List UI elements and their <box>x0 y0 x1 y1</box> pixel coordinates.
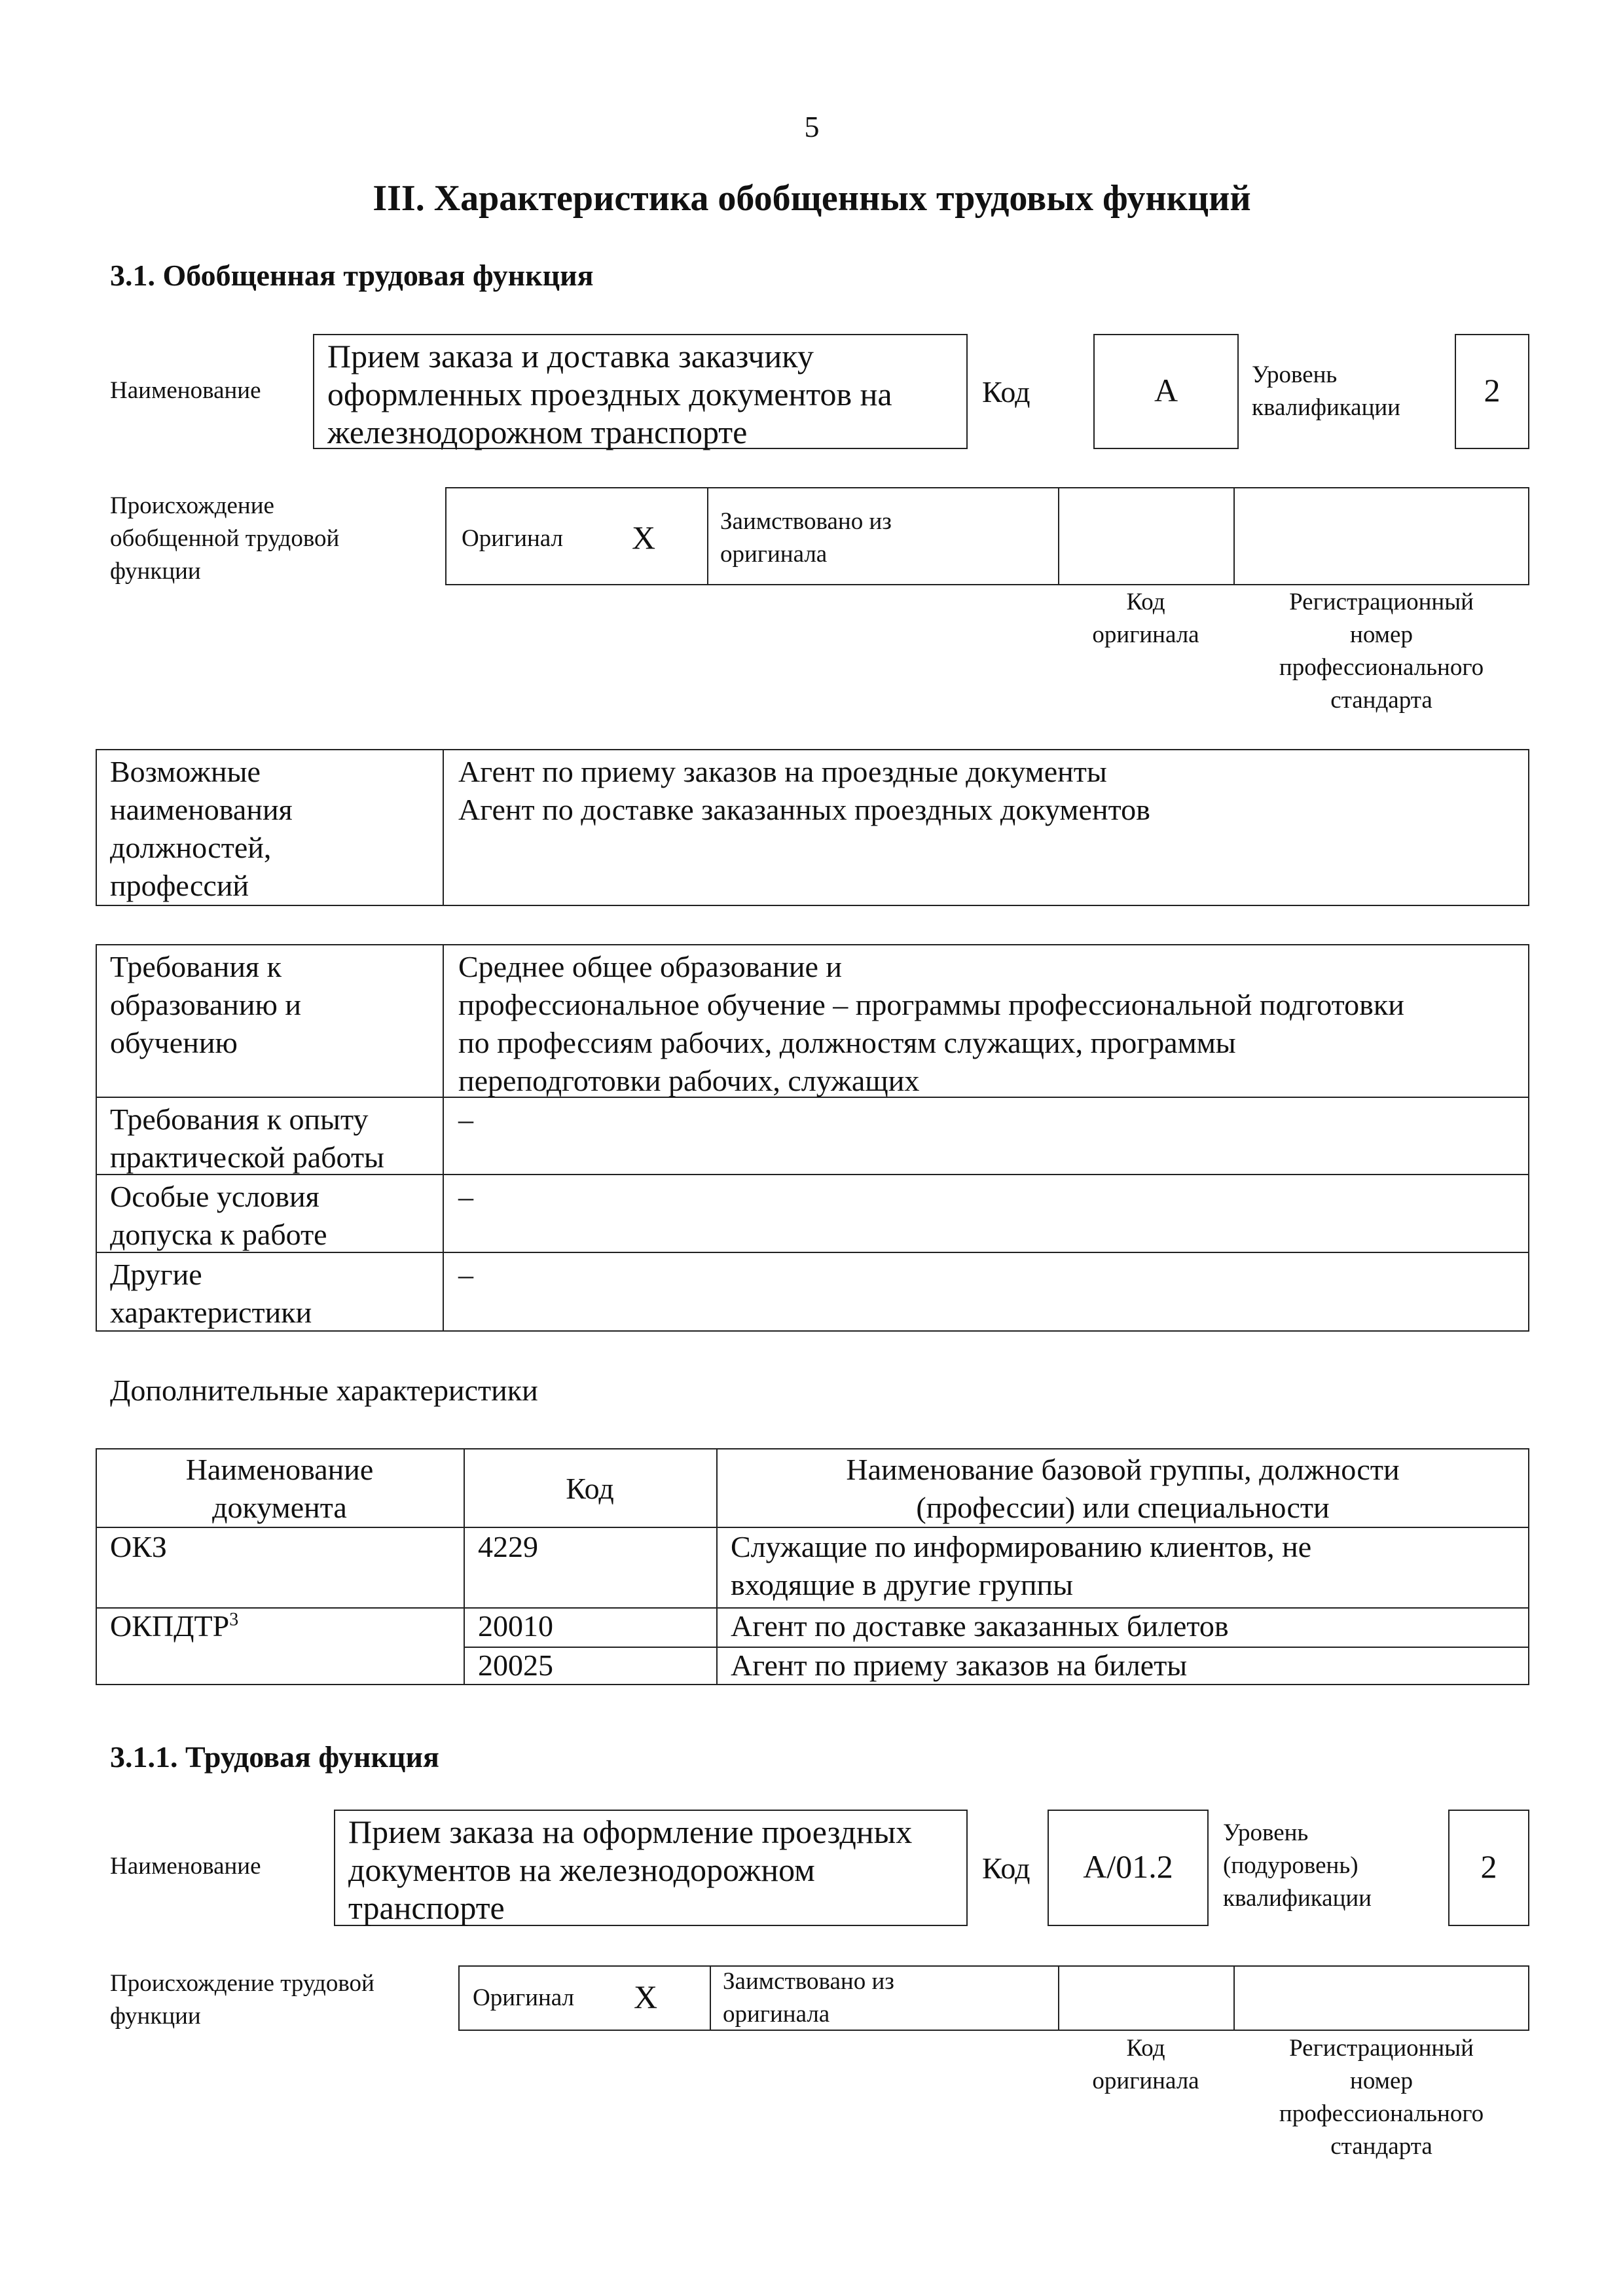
tf-level-value: 2 <box>1480 1848 1497 1885</box>
req-admission-label: Особые условия допуска к работе <box>110 1180 327 1251</box>
okpdtr-name-1: Агент по доставке заказанных билетов <box>731 1609 1229 1643</box>
okz-code: 4229 <box>478 1530 538 1563</box>
req-other-value: – <box>458 1258 473 1291</box>
gtf-original-mark: X <box>632 519 656 556</box>
gtf-code-label: Код <box>982 375 1030 409</box>
okz-doc: ОКЗ <box>110 1530 167 1563</box>
okpdtr-name-2: Агент по приему заказов на билеты <box>731 1649 1188 1682</box>
gtf-reg-number-caption: Регистрационный номер профессионального стандарта <box>1279 589 1484 714</box>
tf-reg-number-caption: Регистрационный номер профессионального стандарта <box>1279 2035 1484 2160</box>
page-number: 5 <box>804 110 820 143</box>
okz-name: Служащие по информированию клиентов, не входящие в другие группы <box>731 1530 1312 1601</box>
okpdtr-code-1: 20010 <box>478 1609 553 1643</box>
tf-code-original-caption: Код оригинала <box>1092 2035 1199 2094</box>
additional-heading: Дополнительные характеристики <box>110 1374 538 1407</box>
gtf-origin-table <box>445 487 1529 585</box>
tf-level-label: Уровень (подуровень) квалификации <box>1223 1819 1372 1912</box>
tf-code-label: Код <box>982 1851 1030 1885</box>
req-admission-value: – <box>458 1180 473 1213</box>
okpdtr-doc-text: ОКПДТР <box>110 1609 230 1643</box>
gtf-code-original-caption: Код оригинала <box>1092 589 1199 648</box>
okpdtr-code-2: 20025 <box>478 1649 553 1682</box>
positions-label: Возможные наименования должностей, профессий <box>110 755 293 902</box>
tf-origin-table <box>458 1965 1529 2031</box>
tf-name-label: Наименование <box>110 1853 261 1880</box>
req-experience-value: – <box>458 1102 473 1136</box>
okpdtr-footnote: 3 <box>229 1609 239 1630</box>
req-other-label: Другие характеристики <box>110 1258 312 1329</box>
tf-heading: 3.1.1. Трудовая функция <box>110 1740 439 1774</box>
additional-header-name: Наименование базовой группы, должности (профессии) или специальности <box>846 1453 1400 1524</box>
gtf-original-label: Оригинал <box>462 525 564 552</box>
tf-original-label: Оригинал <box>473 1984 575 2011</box>
req-experience-label: Требования к опыту практической работы <box>110 1102 384 1174</box>
tf-borrowed-label: Заимствовано из оригинала <box>723 1968 894 2028</box>
gtf-origin-label: Происхождение обобщенной трудовой функции <box>110 492 340 585</box>
tf-original-mark: X <box>634 1978 658 2015</box>
tf-code-value: A/01.2 <box>1083 1848 1173 1885</box>
tf-name-value: Прием заказа на оформление проездных документов на железнодорожном транспорте <box>348 1813 913 1926</box>
gtf-name-label: Наименование <box>110 377 261 404</box>
gtf-level-label: Уровень квалификации <box>1252 361 1400 421</box>
tf-origin-label: Происхождение трудовой функции <box>110 1970 374 2030</box>
gtf-level-value: 2 <box>1484 372 1501 409</box>
okpdtr-doc <box>110 1607 238 1645</box>
section-title: III. Характеристика обобщенных трудовых функций <box>373 178 1251 219</box>
positions-value: Агент по приему заказов на проездные документы Агент по доставке заказанных проездных документов <box>458 755 1150 826</box>
gtf-heading: 3.1. Обобщенная трудовая функция <box>110 259 594 292</box>
additional-header-code: Код <box>566 1472 614 1505</box>
gtf-name-value: Прием заказа и доставка заказчику оформленных проездных документов на железнодорожном транспорте <box>327 338 892 450</box>
req-education-label: Требования к образованию и обучению <box>110 950 301 1059</box>
gtf-code-value: A <box>1154 372 1178 409</box>
additional-header-document: Наименование документа <box>185 1453 374 1524</box>
req-education-value: Среднее общее образование и профессиональное обучение – программы профессиональной подготовки по профессиям рабочих, должностям служащих, программы переподготовки рабочих, служащих <box>458 950 1404 1097</box>
gtf-borrowed-label: Заимствовано из оригинала <box>720 508 892 568</box>
